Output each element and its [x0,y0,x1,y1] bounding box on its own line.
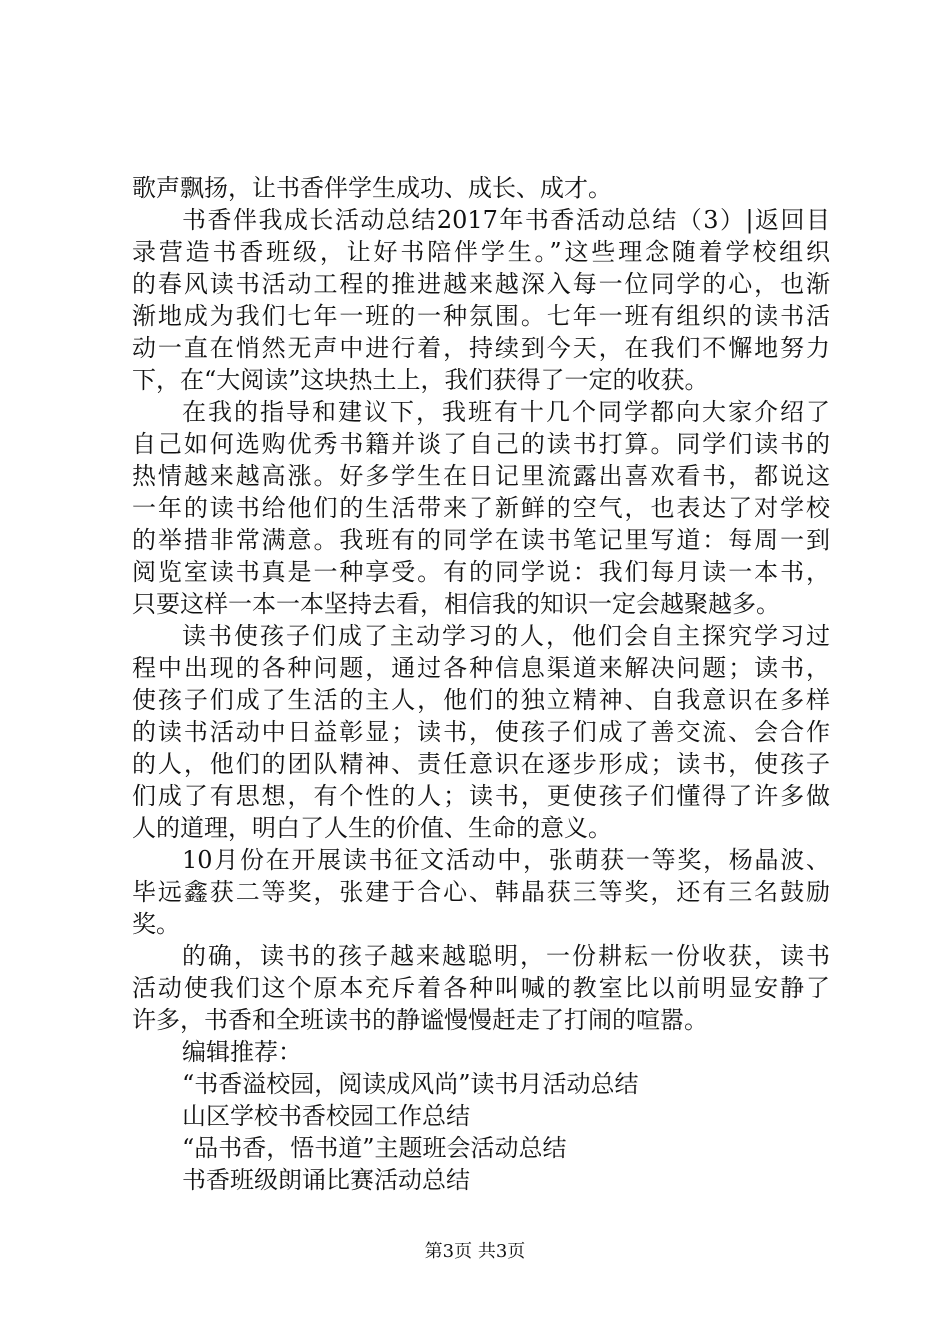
text-line: 动一直在悄然无声中进行着，持续到今天，在我们不懈地努力 [132,334,830,362]
text-line: 录营造书香班级，让好书陪伴学生。”这些理念随着学校组织 [132,238,830,266]
recommend-link[interactable]: “品书香，悟书道”主题班会活动总结 [182,1134,567,1162]
text-line: 歌声飘扬，让书香伴学生成功、成长、成才。 [132,174,612,202]
text-line: 阅览室读书真是一种享受。有的同学说：我们每月读一本书， [132,558,830,586]
text-line: 活动使我们这个原本充斥着各种叫喊的教室比以前明显安静了 [132,974,830,1002]
text-line: 毕远鑫获二等奖，张建于合心、韩晶获三等奖，还有三名鼓励 [132,878,830,906]
text-line: 的春风读书活动工程的推进越来越深入每一位同学的心，也渐 [132,270,830,298]
text-line: 许多，书香和全班读书的静谧慢慢赶走了打闹的喧嚣。 [132,1006,708,1034]
text-line: 渐地成为我们七年一班的一种氛围。七年一班有组织的读书活 [132,302,830,330]
text-line: 热情越来越高涨。好多学生在日记里流露出喜欢看书，都说这 [132,462,830,490]
text-line: 奖。 [132,910,180,938]
paragraph-start-line: 10月份在开展读书征文活动中，张萌获一等奖，杨晶波、 [182,846,830,874]
text-line: 只要这样一本一本坚持去看，相信我的知识一定会越聚越多。 [132,590,780,618]
paragraph-start-line: 书香伴我成长活动总结2017年书香活动总结（3）|返回目 [182,206,830,234]
text-line: 一年的读书给他们的生活带来了新鲜的空气，也表达了对学校 [132,494,830,522]
text-line: 下，在“大阅读”这块热土上，我们获得了一定的收获。 [132,366,709,394]
text-line: 人的道理，明白了人生的价值、生命的意义。 [132,814,612,842]
recommend-link[interactable]: 书香班级朗诵比赛活动总结 [182,1166,470,1194]
page-number-footer: 第3页 共3页 [424,1241,526,1262]
text-line: 的人，他们的团队精神、责任意识在逐步形成；读书，使孩子 [132,750,830,778]
paragraph-start-line: 的确，读书的孩子越来越聪明，一份耕耘一份收获，读书 [182,942,830,970]
recommend-heading: 编辑推荐： [182,1038,302,1066]
text-line: 们成了有思想，有个性的人；读书，更使孩子们懂得了许多做 [132,782,830,810]
recommend-link[interactable]: “书香溢校园，阅读成风尚”读书月活动总结 [182,1070,639,1098]
recommend-link[interactable]: 山区学校书香校园工作总结 [182,1102,470,1130]
text-line: 的读书活动中日益彰显；读书，使孩子们成了善交流、会合作 [132,718,830,746]
text-line: 使孩子们成了生活的主人，他们的独立精神、自我意识在多样 [132,686,830,714]
paragraph-start-line: 在我的指导和建议下，我班有十几个同学都向大家介绍了 [182,398,830,426]
text-line: 程中出现的各种问题，通过各种信息渠道来解决问题；读书， [132,654,830,682]
paragraph-start-line: 读书使孩子们成了主动学习的人，他们会自主探究学习过 [182,622,830,650]
text-line: 的举措非常满意。我班有的同学在读书笔记里写道：每周一到 [132,526,830,554]
body-text [132,172,830,1196]
text-line: 自己如何选购优秀书籍并谈了自己的读书打算。同学们读书的 [132,430,830,458]
